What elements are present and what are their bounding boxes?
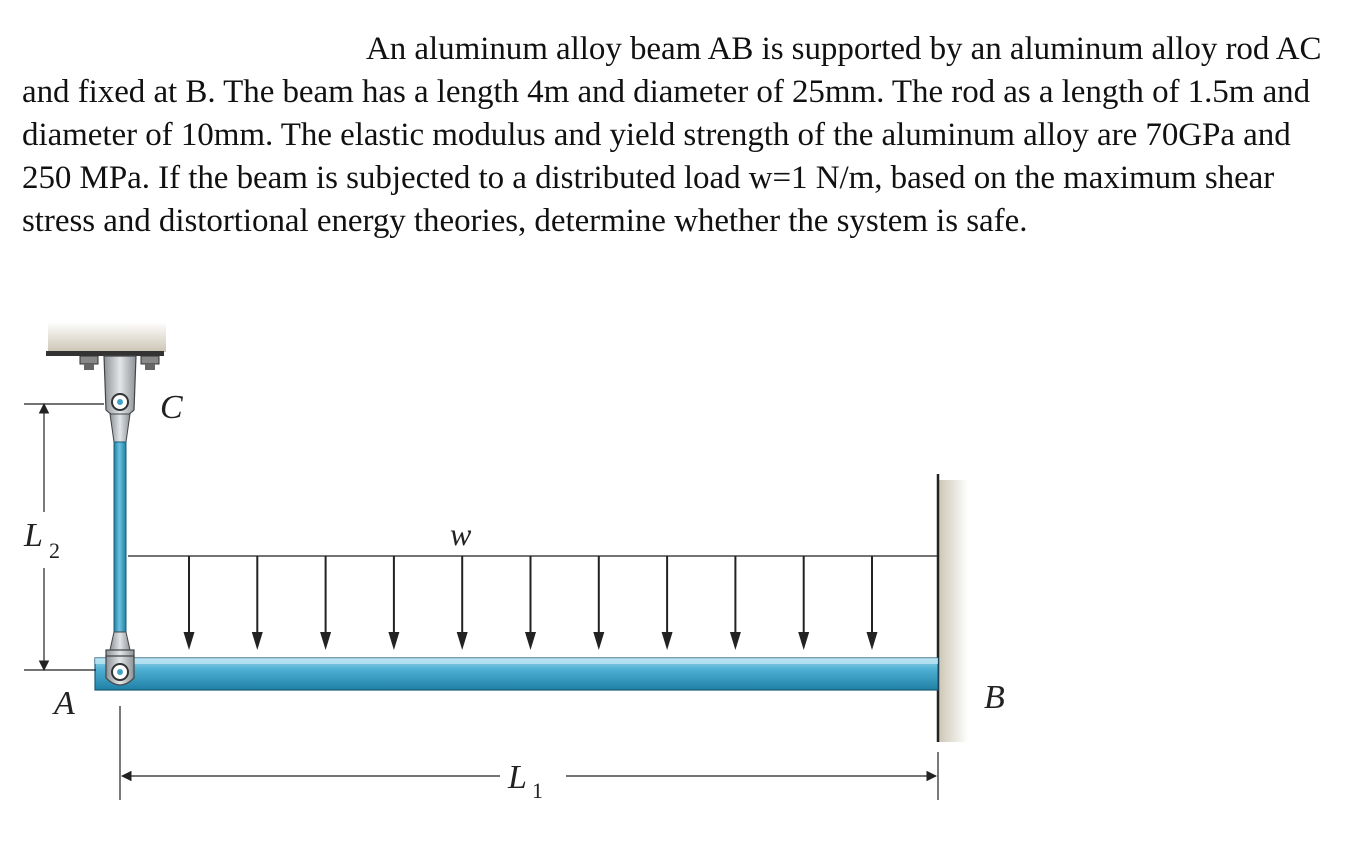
dimension-l1 [120,706,938,800]
load-arrow-head [457,632,468,650]
label-a: A [54,685,75,722]
fixed-support-b [938,474,968,742]
load-arrow-head [184,632,195,650]
distributed-load [128,556,938,650]
label-w: w [450,516,472,552]
load-arrow-head [730,632,741,650]
problem-statement: An aluminum alloy beam AB is supported by an aluminum alloy rod AC and fixed at B. The beam has a length 4m and diameter of 25mm. The rod as a length of 1.5m and diameter of 10mm. The elastic modulus and yield strength of the aluminum alloy are 70GPa and 250 MPa. If the beam is subjected to a distributed load w=1 N/m, based on the maximum shear stress and distortional energy theories, determine whether the system is safe. [22,31,1322,239]
label-l2 [23,517,60,563]
load-arrow-head [252,632,263,650]
label-l1-sub: 1 [532,778,543,803]
label-l1-main: L [508,759,527,796]
load-arrow-head [867,632,878,650]
rod-ac [114,442,126,634]
load-arrow-head [388,632,399,650]
label-l2-main: L [24,517,43,554]
load-arrow-head [798,632,809,650]
load-arrow-head [320,632,331,650]
beam-ab [95,658,938,690]
load-arrow-head [593,632,604,650]
label-l2-sub: 2 [49,538,60,563]
load-arrow-head [662,632,673,650]
clevis-c [104,356,136,442]
label-l1 [507,759,543,803]
label-c: C [160,389,183,426]
label-b: B [984,679,1005,716]
load-arrow-head [525,632,536,650]
pin-a [106,656,134,685]
